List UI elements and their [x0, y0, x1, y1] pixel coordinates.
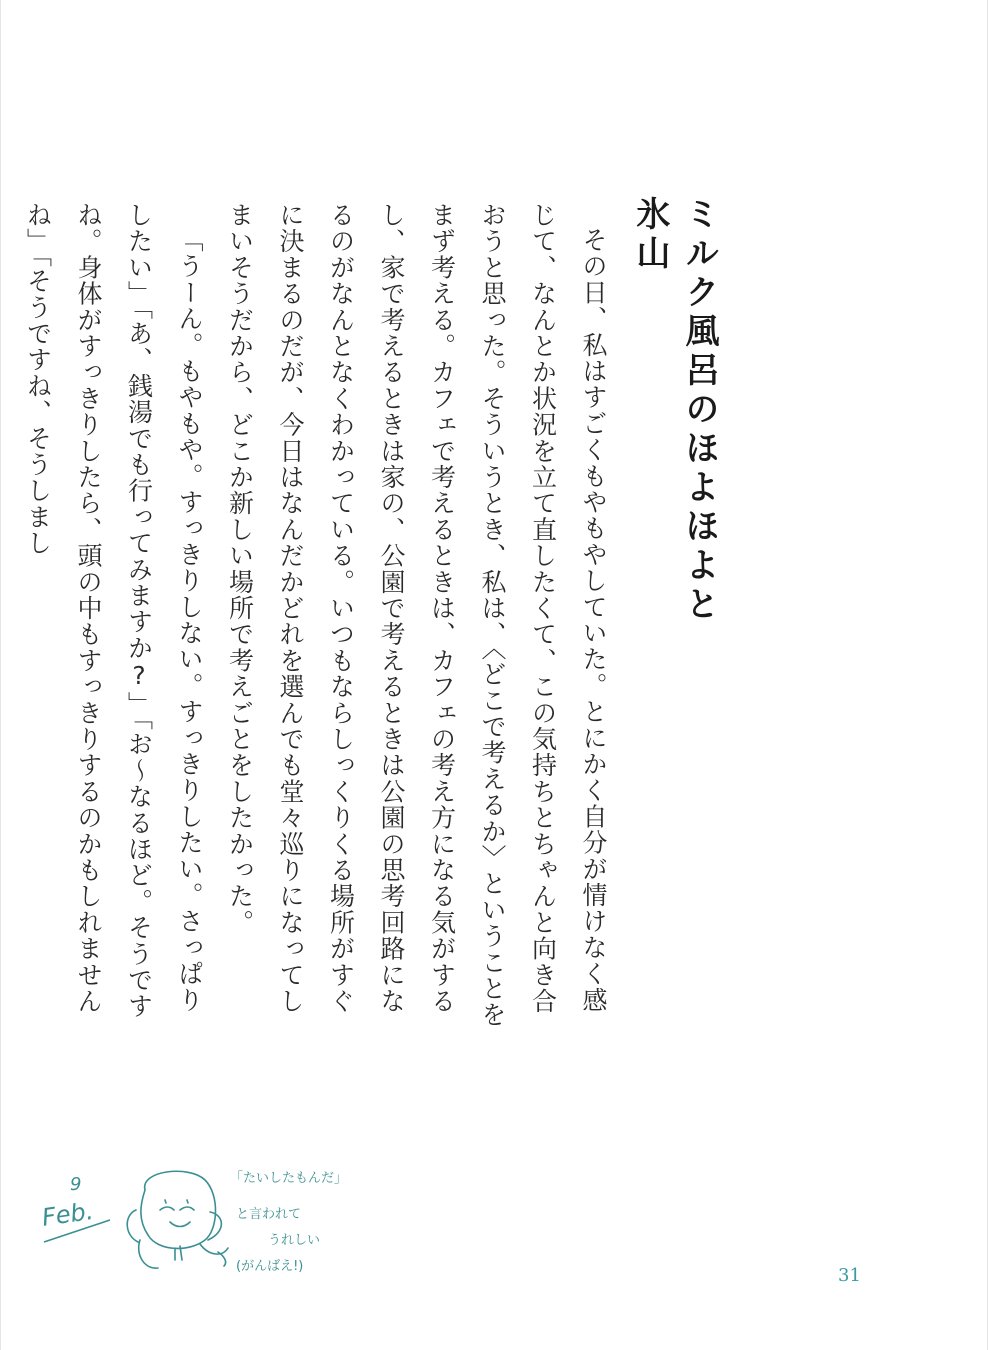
- paragraph-2: 「うーん。もやもや。すっきりしない。すっきりしたい。さっぱりしたい」「あ、銭湯でも行ってみますか?」「お〜なるほど。そうですね。身体がすっきりしたら、頭の中もすっきりするのかもしれませんね」「そうですね、そうしまし: [23, 202, 204, 1020]
- sketch-note-line-4: (がんばえ!): [236, 1259, 304, 1274]
- sketch-note-line-3: うれしい: [268, 1233, 321, 1248]
- page-number: 31: [838, 1265, 861, 1286]
- face-doodle: [127, 1171, 228, 1268]
- sketch-note-line-2: と言われて: [236, 1207, 302, 1222]
- body-text: [12, 202, 618, 1032]
- paragraph-1: その日、私はすごくもやもやしていた。とにかく自分が情けなく感じて、なんとか状況を立て直したくて、この気持ちとちゃんと向き合おうと思った。そういうとき、私は、〈どこで考えるか〉ということをまず考える。カフェで考えるときは、カフェの考え方になる気がするし、家で考えるときは家の、公園で考えるときは公園の思考回路になるのがなんとなくわかっている。いつもならしっくりくる場所がすぐに決まるのだが、今日はなんだかどれを選んでも堂々巡りになってしまいそうだから、どこか新しい場所で考えごとをしたかった。: [225, 202, 608, 1028]
- chapter-title: ミルク風呂のほよほよと氷山: [630, 196, 719, 625]
- sketch-note-line-1: 「たいしたもんだ」: [230, 1171, 348, 1186]
- doodle-illustration: [40, 1160, 370, 1290]
- sketch-date-month: Feb.: [40, 1196, 96, 1232]
- sketch-date-day: 9: [70, 1174, 82, 1195]
